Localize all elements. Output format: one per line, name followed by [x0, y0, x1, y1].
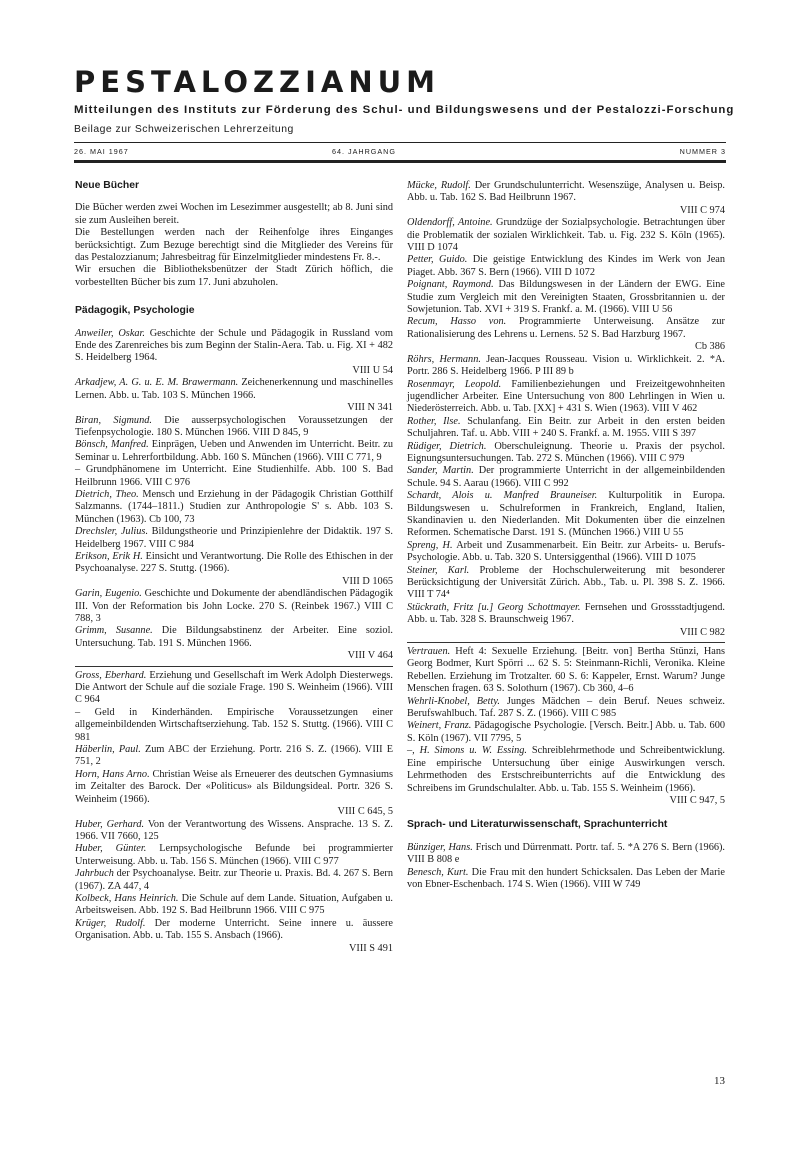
book-author: Grimm, Susanne.: [75, 625, 153, 637]
book-description: Pädagogische Psychologie. [Versch. Beitr.] Abb. u. Tab. 600 S. Köln (1967). VII 7795, 5: [407, 720, 725, 744]
book-description: Heft 4: Sexuelle Erziehung. [Beitr. von] Bertha Stünzi, Hans Georg Bodmer, Kurt Spörri ... 62 S. 5: Steinmann-Richli, Veronika. Kleine Rebellen. Erziehung im Trotzalter. 60 S. 6: Kappeler, Ernst. Warum? Junge Menschen fragen. 63 S. Solothurn (1967). Cb 360, 4–6: [407, 646, 726, 695]
book-list-sprach: [407, 842, 725, 892]
book-list-left: [75, 328, 393, 955]
book-list-right: [407, 180, 725, 807]
book-description: Das Bildungswesen in der Ländern der EWG. Eine Studie zum Vergleich mit den Vereinigten Staaten, Grossbritannien u. der Sowjetunion. Tab. XVI + 319 S. Frankf. a. M. (1966). VIII U 56: [407, 279, 726, 316]
book-entry: [407, 565, 725, 602]
book-author: Schardt, Alois u. Manfred Brauneiser.: [407, 490, 598, 502]
book-description: Zum ABC der Erziehung. Portr. 216 S. Z. (1966). VIII E 751, 2: [75, 744, 393, 768]
book-description: Junges Mädchen – dein Beruf. Neues schweiz. Berufswahlbuch. Taf. 287 S. Z. (1966). VIII C 985: [407, 695, 726, 720]
book-entry: [75, 377, 393, 414]
book-entry: [407, 720, 725, 745]
book-description: Einprägen, Ueben und Anwenden im Unterricht. Beitr. zu Seminar u. Lehrerfortbildung. Abb. 160 S. München (1966). VIII C 771, 9: [75, 439, 393, 463]
book-entry: [407, 842, 725, 867]
call-number: VIII C 645, 5: [337, 806, 393, 818]
header-rule-bottom: [74, 160, 726, 163]
book-entry: [407, 217, 725, 254]
book-author: Arkadjew, A. G. u. E. M. Brawermann.: [75, 377, 239, 389]
book-entry: [407, 745, 725, 807]
header-rule-top: [74, 142, 726, 143]
journal-title: PESTALOZZIANUM: [74, 65, 440, 99]
book-description: Lernpsychologische Befunde bei programmierter Unterweisung. Abb. u. Tab. 156 S. München (1966). VIII C 977: [75, 843, 393, 867]
book-entry: [75, 918, 393, 955]
book-description: Oberschuleignung. Theorie u. Praxis der psychol. Eignungsuntersuchungen. Tab. 272 S. München (1966). VIII C 979: [407, 440, 725, 464]
section-heading-paedagogik: Pädagogik, Psychologie: [75, 305, 195, 317]
book-entry: [75, 769, 393, 819]
book-entry: [75, 328, 393, 378]
call-number: VIII N 341: [347, 402, 393, 414]
book-entry: [75, 415, 393, 440]
book-description: – Grundphänomene im Unterricht. Eine Studienhilfe. Abb. 100 S. Bad Heilbrunn 1966. VIII C 976: [75, 464, 393, 488]
book-description: Zeichenerkennung und maschinelles Lernen. Abb. u. Tab. 103 S. München 1966.: [75, 377, 393, 401]
book-description: Einsicht und Verantwortung. Die Rolle des Ethischen in der Psychoanalyse. 227 S. Stuttg. (1966).: [75, 550, 393, 575]
book-author: Stückrath, Fritz [u.] Georg Schottmayer.: [407, 601, 581, 613]
issue-volume: 64. JAHRGANG: [332, 147, 396, 156]
book-description: Die Bildungsabstinenz der Arbeiter. Eine soziol. Untersuchung. Tab. 191 S. München 1966.: [75, 625, 394, 649]
book-entry: [75, 819, 393, 844]
book-entry: [75, 868, 393, 893]
book-author: Huber, Gerhard.: [75, 818, 145, 830]
left-column: [75, 180, 393, 955]
section-heading-sprach: Sprach- und Literaturwissenschaft, Sprachunterricht: [407, 819, 668, 831]
issue-date: 26. MAI 1967: [74, 147, 129, 156]
right-column: [407, 180, 725, 891]
call-number: VIII C 947, 5: [669, 794, 725, 806]
book-author: Rosenmayr, Leopold.: [407, 378, 502, 390]
book-author: Bünziger, Hans.: [407, 841, 473, 853]
book-entry: [75, 588, 393, 625]
book-description: Geschichte der Schule und Pädagogik in Russland vom Ende des Zarenreiches bis zum Beginn der Stalin-Aera. Tab. u. Fig. XI + 482 S. Heidelberg 1964.: [75, 327, 394, 364]
supplement-note: Beilage zur Schweizerischen Lehrerzeitung: [74, 124, 294, 135]
entry-separator: [407, 642, 725, 643]
book-author: Horn, Hans Arno.: [75, 768, 150, 780]
book-description: Schreiblehrmethode und Schreibentwicklung. Eine empirische Untersuchung über einige Auswirkungen versch. Lehrmethoden des Erstschreibunterrichts auf die Entwicklung des Schreibens im Grundschulalter. Abb. u. Tab. 155 S. Weinheim (1966).: [407, 745, 725, 794]
book-description: Frisch und Dürrenmatt. Portr. taf. 5. *A 276 S. Bern (1966). VIII B 808 e: [407, 841, 725, 866]
book-author: Jahrbuch: [75, 868, 114, 880]
book-author: Huber, Günter.: [75, 843, 147, 855]
book-entry: [407, 316, 725, 353]
masthead: [74, 65, 735, 135]
book-author: –, H. Simons u. W. Essing.: [407, 745, 527, 757]
book-entry: [407, 602, 725, 639]
book-entry: [75, 464, 393, 489]
book-entry: [75, 489, 393, 526]
book-author: Häberlin, Paul.: [75, 744, 141, 756]
book-description: Bildungstheorie und Prinzipienlehre der Didaktik. 197 S. Heidelberg 1967. VIII C 984: [75, 526, 393, 550]
book-description: Die Frau mit den hundert Schicksalen. Das Leben der Marie von Ebner-Eschenbach. 174 S. Wien (1966). VIII W 749: [407, 866, 725, 890]
intro-paragraph: Die Bestellungen werden nach der Reihenfolge ihres Einganges berücksichtigt. Zum Bezuge berechtigt sind die Mitglieder des Vereins für das Pestalozzianum; Jahresbeitrag für Einzelmitglieder mindestens Fr. 8.-.: [75, 227, 393, 264]
book-entry: [75, 843, 393, 868]
call-number: VIII U 54: [352, 364, 393, 376]
book-author: Recum, Hasso von.: [407, 316, 507, 328]
book-author: Gross, Eberhard.: [75, 669, 147, 681]
call-number: VIII C 982: [679, 626, 725, 638]
book-description: Jean-Jacques Rousseau. Vision u. Wirklichkeit. 2. *A. Portr. 286 S. Heidelberg 1966. P III 89 b: [407, 353, 726, 378]
book-entry: [407, 254, 725, 279]
call-number: VIII C 974: [679, 204, 725, 216]
book-entry: [407, 354, 725, 379]
book-entry: [407, 416, 725, 441]
book-description: Programmierte Unterweisung. Ansätze zur Rationalisierung des Lehrens u. Lernens. 52 S. Bad Harzburg 1967.: [407, 316, 725, 340]
book-author: Spreng, H.: [407, 539, 453, 551]
book-author: Garin, Eugenio.: [75, 588, 142, 600]
book-author: Rother, Ilse.: [407, 415, 461, 427]
intro-paragraph: Wir ersuchen die Bibliotheksbenützer der Stadt Zürich höflich, die vorbestellten Bücher bis zum 17. Juni abzuholen.: [75, 264, 393, 288]
book-author: Dietrich, Theo.: [75, 488, 139, 500]
book-entry: [407, 540, 725, 565]
section-heading-new-books: Neue Bücher: [75, 180, 140, 191]
page-number: 13: [714, 1075, 725, 1087]
book-description: Christian Weise als Erneuerer des deutschen Gymnasiums im Zeitalter des Barock. Der «Politicus» als Bildungsideal. Portr. 326 S. Weinheim (1966).: [75, 768, 393, 805]
book-author: Bönsch, Manfred.: [75, 439, 149, 451]
book-author: Rüdiger, Dietrich.: [407, 440, 487, 452]
book-description: der Psychoanalyse. Beitr. zur Theorie u. Praxis. Bd. 4. 267 S. Bern (1967). ZA 447, 4: [75, 868, 393, 892]
book-entry: [407, 490, 725, 540]
book-author: Wehrli-Knobel, Betty.: [407, 695, 500, 707]
book-description: Schulanfang. Ein Beitr. zur Arbeit in den ersten beiden Schuljahren. Taf. u. Abb. VIII + 240 S. Frankf. a. M. 1955. VIII S 397: [407, 415, 725, 440]
book-description: Der programmierte Unterricht in der allgemeinbildenden Schule. 94 S. Aarau (1966). VIII C 992: [407, 465, 726, 489]
book-entry: [75, 744, 393, 769]
call-number: VIII V 464: [347, 650, 393, 662]
intro-paragraph: Die Bücher werden zwei Wochen im Lesezimmer ausgestellt; ab 8. Juni sind sie zum Ausleihen bereit.: [75, 202, 393, 226]
book-description: Von der Verantwortung des Wissens. Ansprache. 13 S. Z. 1966. VII 7660, 125: [75, 818, 393, 842]
book-author: Benesch, Kurt.: [407, 866, 469, 878]
book-description: Der Grundschulunterricht. Wesenszüge, Analysen u. Beisp. Abb. u. Tab. 162 S. Bad Heilbrunn 1967.: [407, 180, 725, 204]
book-author: Mücke, Rudolf.: [407, 180, 471, 191]
book-description: Kulturpolitik in Europa. Bildungswesen u. Schulreformen in Frankreich, England, Italien, Skandinavien u. den Niederlanden. Mit Dokumenten über die einzelnen Reformen. Schematische Darst. 191 S. (München 1966.) VIII U 55: [407, 490, 725, 539]
journal-subtitle: Mitteilungen des Instituts zur Förderung des Schul- und Bildungswesens und der Pestalozzi-Forschung: [74, 104, 735, 116]
book-description: – Geld in Kinderhänden. Empirische Voraussetzungen einer allgemeinbildenden Wirtschaftserziehung. Tab. 152 S. Stuttg. (1966). VIII C 981: [75, 706, 393, 743]
book-description: Arbeit und Zusammenarbeit. Ein Beitr. zur Arbeits- u. Berufs-Psychologie. Abb. u. Tab. 320 S. Untersiggenthal (1966). VIII D 1075: [407, 539, 725, 564]
book-entry: [407, 646, 725, 696]
book-author: Erikson, Erik H.: [75, 550, 143, 562]
book-author: Biran, Sigmund.: [75, 414, 152, 426]
issue-number: NUMMER 3: [679, 147, 726, 156]
book-entry: [75, 526, 393, 551]
book-entry: [407, 696, 725, 721]
book-description: Mensch und Erziehung in der Pädagogik Christian Gotthilf Salzmanns. (1744–1811.) Studien zur Anthropologie S' s. Abb. 103 S. München (1963). Cb 100, 73: [75, 488, 393, 525]
book-author: Steiner, Karl.: [407, 564, 470, 576]
call-number: VIII S 491: [348, 942, 393, 954]
book-author: Anweiler, Oskar.: [75, 327, 145, 339]
book-description: Grundzüge der Sozialpsychologie. Betrachtungen über die Problematik der sozialen Wirklichkeit. Tab. u. Fig. 232 S. Köln (1965). VIII D 1074: [407, 217, 725, 254]
book-author: Petter, Guido.: [407, 254, 468, 266]
book-entry: [407, 465, 725, 490]
book-author: Krüger, Rudolf.: [75, 917, 146, 929]
book-author: Oldendorff, Antoine.: [407, 217, 493, 229]
book-author: Kolbeck, Hans Heinrich.: [75, 892, 179, 904]
book-description: Die geistige Entwicklung des Kindes im Werk von Jean Piaget. Abb. 367 S. Bern (1966). VIII D 1072: [407, 254, 725, 278]
book-author: Vertrauen.: [407, 646, 451, 658]
book-entry: [75, 893, 393, 918]
book-description: Die ausserpsychologischen Voraussetzungen der Tiefenpsychologie. 180 S. München 1966. VIII D 845, 9: [75, 414, 393, 438]
book-entry: [75, 439, 393, 464]
book-entry: [75, 551, 393, 588]
book-entry: [407, 379, 725, 416]
book-entry: [407, 867, 725, 892]
book-author: Drechsler, Julius.: [75, 526, 149, 538]
book-entry: [75, 670, 393, 707]
book-description: Familienbeziehungen und Freizeitgewohnheiten jugendlicher Arbeiter. Eine Untersuchung von 800 Lehrlingen in Wien u. Niederösterreich. Abb. u. Tab. [XX] + 431 S. Wien (1963). VIII V 462: [407, 378, 725, 415]
book-description: Der moderne Unterricht. Seine innere u. äussere Organisation. Abb. u. Tab. 155 S. Ansbach (1966).: [75, 917, 393, 942]
book-entry: [407, 180, 725, 217]
call-number: Cb 386: [694, 341, 725, 353]
book-description: Erziehung und Gesellschaft im Werk Adolph Diesterwegs. Die Antwort der Schule auf die soziale Frage. 190 S. Weinheim (1966). VIII C 964: [75, 669, 393, 706]
book-description: Die Schule auf dem Lande. Situation, Aufgaben u. Arbeitsweisen. Abb. 192 S. Bad Heilbrunn 1966. VIII C 975: [75, 892, 393, 917]
book-author: Poignant, Raymond.: [407, 279, 494, 291]
book-description: Fernsehen und Grossstadtjugend. Abb. u. Tab. 328 S. Braunschweig 1967.: [407, 601, 725, 626]
book-entry: [407, 279, 725, 316]
call-number: VIII D 1065: [342, 575, 393, 587]
book-entry: [75, 625, 393, 662]
book-entry: [75, 707, 393, 744]
book-description: Probleme der Hochschulerweiterung mit besonderer Berücksichtigung der Universität Zürich. Abb., Tab. u. Pl. 398 S. Z. 1966. VIII T 74⁴: [407, 564, 725, 601]
book-author: Weinert, Franz.: [407, 720, 472, 732]
book-author: Röhrs, Hermann.: [407, 353, 481, 365]
entry-separator: [75, 666, 393, 667]
book-author: Sander, Martin.: [407, 465, 474, 477]
book-description: Geschichte und Dokumente der abendländischen Pädagogik III. Von der Reformation bis John Locke. 270 S. (Reinbek 1967.) VIII C 788, 3: [75, 588, 393, 624]
book-entry: [407, 441, 725, 466]
